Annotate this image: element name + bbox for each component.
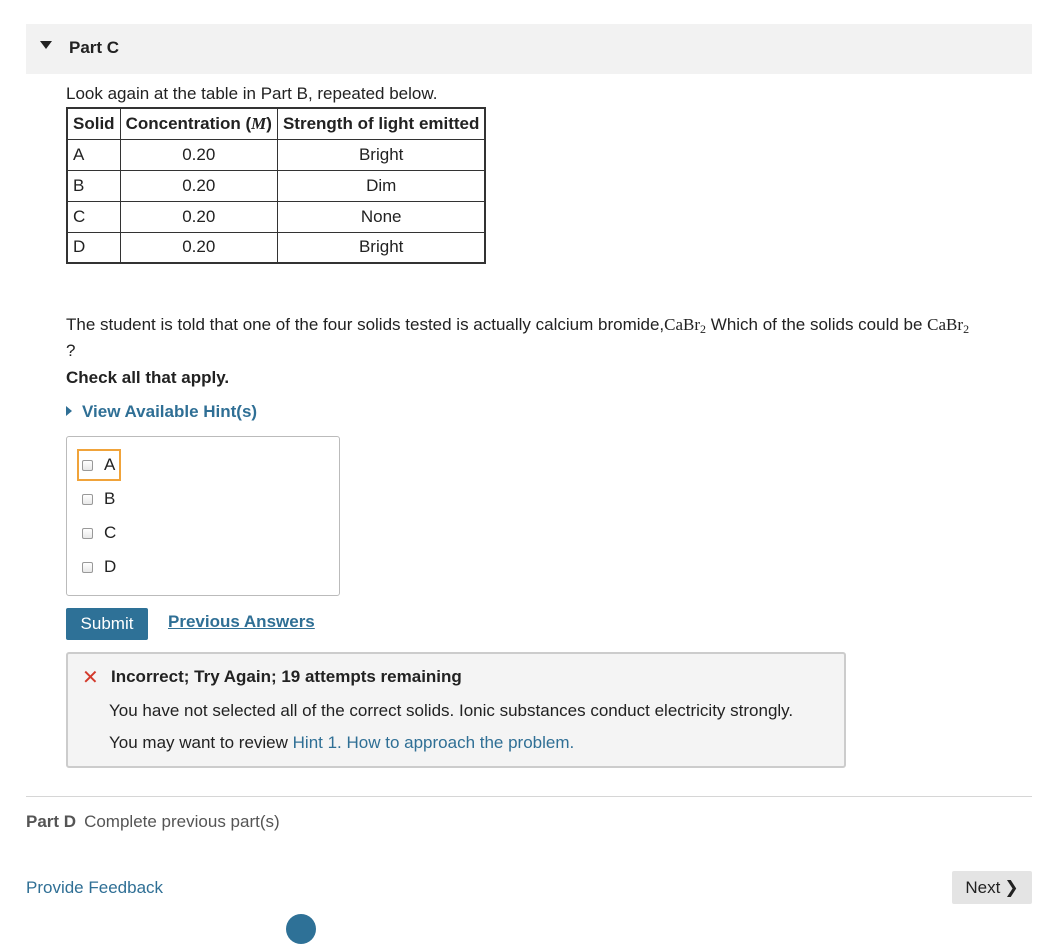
formula-cabr2: CaBr$_2$ — [664, 315, 707, 336]
checkbox[interactable] — [82, 494, 93, 505]
part-c-header[interactable] — [26, 24, 1032, 74]
checkbox[interactable] — [82, 528, 93, 539]
part-title: Part C — [69, 38, 120, 57]
cell-concentration: 0.20 — [120, 139, 277, 170]
submit-button[interactable]: Submit — [66, 608, 148, 640]
cell-concentration: 0.20 — [120, 170, 277, 201]
feedback-box — [66, 652, 846, 768]
chevron-right-icon: ❯ — [1004, 877, 1019, 897]
table-row — [67, 170, 485, 201]
feedback-review: You may want to review Hint 1. How to approach the problem. — [109, 733, 575, 752]
header-solid: Solid — [67, 108, 120, 139]
part-d-label: Part D — [26, 812, 77, 831]
help-circle-icon[interactable] — [286, 914, 316, 944]
table-row — [67, 232, 485, 263]
cell-strength: None — [277, 201, 485, 232]
part-d-status: Complete previous part(s) — [84, 812, 280, 831]
choice-c[interactable]: C — [77, 517, 122, 549]
cell-concentration: 0.20 — [120, 232, 277, 263]
choice-b[interactable]: B — [77, 483, 121, 515]
cell-solid: B — [67, 170, 120, 201]
error-x-icon: ✕ — [82, 667, 99, 689]
feedback-message: You have not selected all of the correct solids. Ionic substances conduct electricity strongly. — [109, 701, 794, 720]
hint-1-link[interactable]: Hint 1. How to approach the problem. — [292, 733, 575, 752]
formula-cabr2: CaBr$_2$ — [927, 315, 970, 336]
header-concentration: Concentration (M) — [120, 108, 277, 139]
feedback-status: Incorrect; Try Again; 19 attempts remaining — [111, 667, 462, 686]
next-button[interactable]: Next ❯ — [952, 871, 1032, 904]
cell-solid: D — [67, 232, 120, 263]
cell-strength: Bright — [277, 139, 485, 170]
table-header-row — [67, 108, 485, 139]
table-row — [67, 139, 485, 170]
instruction-text: Check all that apply. — [66, 368, 230, 387]
results-table — [66, 107, 486, 264]
cell-solid: A — [67, 139, 120, 170]
intro-text: Look again at the table in Part B, repeated below. — [66, 84, 438, 103]
provide-feedback-link[interactable]: Provide Feedback — [26, 878, 164, 897]
part-d-row — [26, 812, 280, 832]
caret-down-icon[interactable] — [40, 41, 52, 49]
cell-solid: C — [67, 201, 120, 232]
cell-concentration: 0.20 — [120, 201, 277, 232]
caret-right-icon — [66, 406, 72, 416]
question-text: The student is told that one of the four solids tested is actually calcium bromide,CaBr$_2$ Which of the solids could be CaBr$_2$ ? — [66, 315, 970, 360]
previous-answers-link[interactable]: Previous Answers — [168, 612, 315, 631]
checkbox[interactable] — [82, 562, 93, 573]
choice-d[interactable]: D — [77, 551, 122, 583]
table-row — [67, 201, 485, 232]
cell-strength: Bright — [277, 232, 485, 263]
header-strength: Strength of light emitted — [277, 108, 485, 139]
divider — [26, 796, 1032, 797]
cell-strength: Dim — [277, 170, 485, 201]
choice-a[interactable]: A — [77, 449, 121, 481]
view-hints-link[interactable]: View Available Hint(s) — [66, 402, 257, 422]
choice-list — [66, 436, 340, 596]
checkbox[interactable] — [82, 460, 93, 471]
